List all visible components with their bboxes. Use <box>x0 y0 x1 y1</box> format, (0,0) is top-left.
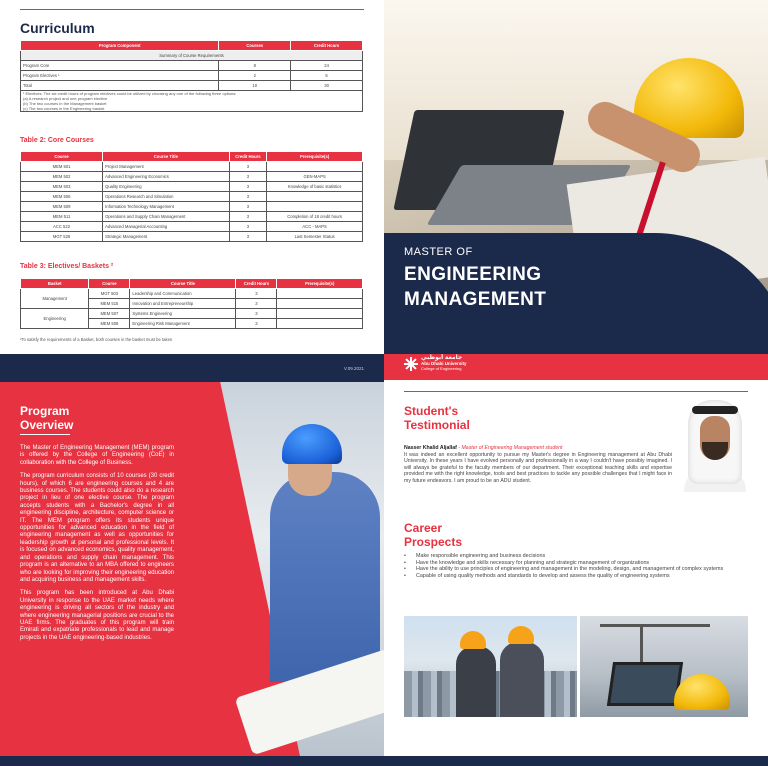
table-cell: 3 <box>229 202 267 212</box>
table-cell: Advanced Managerial Accounting <box>103 222 230 232</box>
table-cell: MGT 526 <box>21 232 103 242</box>
table-cell: Last Semester Status <box>267 232 363 242</box>
table-cell: MEM 515 <box>89 299 130 309</box>
table-cell: Systems Engineering <box>130 309 236 319</box>
version-date: V.09.2021 <box>343 366 364 371</box>
table-row <box>21 289 363 299</box>
table-row <box>21 202 363 212</box>
note-line: (c) The two courses in the Engineering basket <box>23 106 105 111</box>
note-line: (b) The two courses in the Management basket <box>23 101 107 106</box>
testimonial-quote: It was indeed an excellent opportunity to pursue my Master's degree in Engineering management at Abu Dhabi University. In these years I have evolved personally and professionally in a way I couldn't have possibly imagined. I will always be grateful to the faculty members of our department. Their exceptional teaching skills and expertise provided me with the right knowledge, tools and best practices to tackle any possible challenges that I might face in my future endeavors. I am proud to be an ADU student. <box>404 451 672 484</box>
table-cell: MEM 502 <box>21 172 103 182</box>
cover-subtitle: MASTER OF <box>404 246 473 258</box>
table-row <box>21 192 363 202</box>
table-cell: 30 <box>291 81 363 91</box>
table-row <box>21 162 363 172</box>
list-item: • Have the knowledge and skills necessary for planning and strategic management of organizations <box>404 560 754 567</box>
table-cell: 3 <box>229 172 267 182</box>
table-cell: Quality Engineering <box>103 182 230 192</box>
logo-college: College of Engineering <box>421 366 462 371</box>
table-header: Prerequisite(s) <box>267 152 363 162</box>
core-courses-table <box>20 151 363 242</box>
curriculum-title: Curriculum <box>20 20 95 36</box>
table-cell: 3 <box>236 309 277 319</box>
table-cell: 24 <box>291 61 363 71</box>
table-header: Credit Hours <box>291 41 363 51</box>
table-cell: Advanced Engineering Economics <box>103 172 230 182</box>
table-cell: Engineering Risk Management <box>130 319 236 329</box>
table-cell: GEN-MAPS <box>267 172 363 182</box>
career-list <box>404 553 754 579</box>
table-cell <box>267 162 363 172</box>
table-cell: Operations and Supply Chain Management <box>103 212 230 222</box>
logo-arabic: جامعة أبوظبي <box>421 355 463 361</box>
table-cell: 10 <box>219 81 291 91</box>
table-header: Credit Hours <box>236 279 277 289</box>
table-cell <box>277 319 363 329</box>
summary-label: Summary of Course Requirements <box>21 51 363 61</box>
table-cell: MEM 501 <box>21 162 103 172</box>
student-name: Nasser Khalid Aljallaf <box>404 445 457 451</box>
table-cell <box>277 299 363 309</box>
table3-title: Table 3: Electives/ Baskets ² <box>20 263 114 270</box>
table-cell: 3 <box>236 299 277 309</box>
right-logo-strip <box>384 354 768 382</box>
engineer-shirt <box>270 472 380 682</box>
student-portrait <box>680 400 746 492</box>
construction-photo <box>580 616 748 717</box>
table-cell <box>267 192 363 202</box>
curriculum-page <box>0 0 384 354</box>
top-divider <box>404 391 748 392</box>
overview-body <box>20 445 174 648</box>
table-cell: Project Management <box>103 162 230 172</box>
note-line: ¹ Electives: The six credit hours of program electives could be utilized by choosing any one of the following three options: <box>23 91 237 96</box>
basket-footnote: ²To satisfy the requirements of a Basket, both courses in the basket must be taken <box>20 337 173 342</box>
table-cell: 3 <box>229 182 267 192</box>
footer-bar <box>384 756 768 766</box>
list-item: • Have the ability to use principles of engineering and management in the modeling, design, and management of complex systems <box>404 566 754 573</box>
testimonial-page <box>384 382 768 766</box>
table-header: Prerequisite(s) <box>277 279 363 289</box>
table-row <box>21 61 363 71</box>
table-cell: ACC 522 <box>21 222 103 232</box>
table-cell <box>277 309 363 319</box>
table-row <box>21 81 363 91</box>
logo-english: Abu Dhabi University <box>421 361 467 366</box>
table-cell: MEM 507 <box>89 309 130 319</box>
adu-emblem-icon <box>404 357 418 371</box>
table-header: Credit Hours <box>229 152 267 162</box>
table-cell <box>277 289 363 299</box>
cover-title <box>404 262 546 312</box>
table-cell: 8 <box>219 61 291 71</box>
table-cell: Information Technology Management <box>103 202 230 212</box>
table-cell: Innovation and Entrepreneurship <box>130 299 236 309</box>
table-cell: 3 <box>229 192 267 202</box>
overview-paragraph: The program curriculum consists of 10 courses (30 credit hours), of which 6 are engineering courses and 4 are business courses. The students could also do a research project in lieu of one elective course. The program accepts students with a Bachelor's degree in all engineering discipline, architecture, computer science or IT. The MEM program offers its students unique opportunities for advanced education in the field of engineering management as well as opportunities for leadership growth at personal and professional levels. It is focused on advanced economics, quality management, and operations and supply chain management. This program is an alternative to an MBA offered to engineers who are looking for improving their engineering education and acquiring business and management skills. <box>20 473 174 583</box>
title-line: Testimonial <box>404 418 470 432</box>
testimonial-text <box>404 445 672 485</box>
table-row <box>21 172 363 182</box>
table-cell: 3 <box>229 222 267 232</box>
footer-bar <box>0 756 384 766</box>
table-cell: Program Core <box>21 61 219 71</box>
table-cell: Total <box>21 81 219 91</box>
table-cell: Leadership and Communication <box>130 289 236 299</box>
student-role: - Master of Engineering Management student <box>458 445 563 451</box>
table-cell: 2 <box>219 71 291 81</box>
cover-page <box>384 0 768 354</box>
basket-cell: Engineering <box>21 309 89 329</box>
table-cell: Completion of 18 credit hours <box>267 212 363 222</box>
table-cell: 3 <box>236 319 277 329</box>
table-cell: MEM 503 <box>21 182 103 192</box>
table-header: Program Component <box>21 41 219 51</box>
table-cell: Program Electives ¹ <box>21 71 219 81</box>
title-line: Overview <box>20 418 74 432</box>
table-header: Basket <box>21 279 89 289</box>
table-row <box>21 212 363 222</box>
overview-title <box>20 404 73 432</box>
summary-table <box>20 40 363 112</box>
overview-page <box>0 382 384 766</box>
table-cell: MEM 506 <box>21 192 103 202</box>
overview-paragraph: The Master of Engineering Management (MEM) program is offered by the College of Engineering (CoE) in collaboration with the College of Business. <box>20 445 174 466</box>
table-cell: MEM 509 <box>21 202 103 212</box>
electives-table <box>20 278 363 329</box>
title-line: Career <box>404 521 443 535</box>
table-row <box>21 182 363 192</box>
testimonial-title <box>404 404 470 432</box>
table-cell: 6 <box>291 71 363 81</box>
table-row <box>21 222 363 232</box>
table-header: Course <box>21 152 103 162</box>
career-title <box>404 521 462 549</box>
table-cell: ACC - MAPS <box>267 222 363 232</box>
list-item: • Capable of using quality methods and standards to develop and assess the quality of engineering systems <box>404 573 754 580</box>
table-row <box>21 71 363 81</box>
table-cell: MEM 511 <box>21 212 103 222</box>
table-cell: MGT 503 <box>89 289 130 299</box>
table-header: Course Title <box>130 279 236 289</box>
table-cell: 3 <box>229 232 267 242</box>
electives-notes <box>21 91 363 112</box>
title-line: Student's <box>404 404 459 418</box>
table-cell: Strategic Management <box>103 232 230 242</box>
title-line: Prospects <box>404 535 463 549</box>
table-header: Course Title <box>103 152 230 162</box>
table-cell: 3 <box>229 212 267 222</box>
cover-title-line: MANAGEMENT <box>404 289 547 310</box>
table-cell <box>267 202 363 212</box>
cover-title-line: ENGINEERING <box>404 264 542 285</box>
table-cell: Operations Research and Simulation <box>103 192 230 202</box>
table2-title: Table 2: Core Courses <box>20 137 94 144</box>
left-footer-strip <box>0 354 384 382</box>
engineers-city-photo <box>404 616 577 717</box>
adu-logo <box>404 356 467 371</box>
basket-cell: Management <box>21 289 89 309</box>
title-line: Program <box>20 404 70 418</box>
table-header: Course <box>89 279 130 289</box>
list-item: • Make responsible engineering and business decisions <box>404 553 754 560</box>
top-divider <box>20 9 364 10</box>
table-header: Courses <box>219 41 291 51</box>
table-cell: 3 <box>236 289 277 299</box>
table-cell: 3 <box>229 162 267 172</box>
table-cell: Knowledge of basic statistics <box>267 182 363 192</box>
table-row <box>21 309 363 319</box>
note-line: (a) A research project and one program elective <box>23 96 108 101</box>
title-underline <box>20 434 70 435</box>
table-cell: MEM 508 <box>89 319 130 329</box>
overview-paragraph: This program has been introduced at Abu Dhabi University in response to the UAE market needs where engineering is driving all sectors of the industry and where engineering managerial positions are crucial to the UAE firms. The graduates of this program will train Emirati and expatriate professionals to lead and manage projects in the UAE engineering-based industries. <box>20 590 174 641</box>
table-row <box>21 232 363 242</box>
